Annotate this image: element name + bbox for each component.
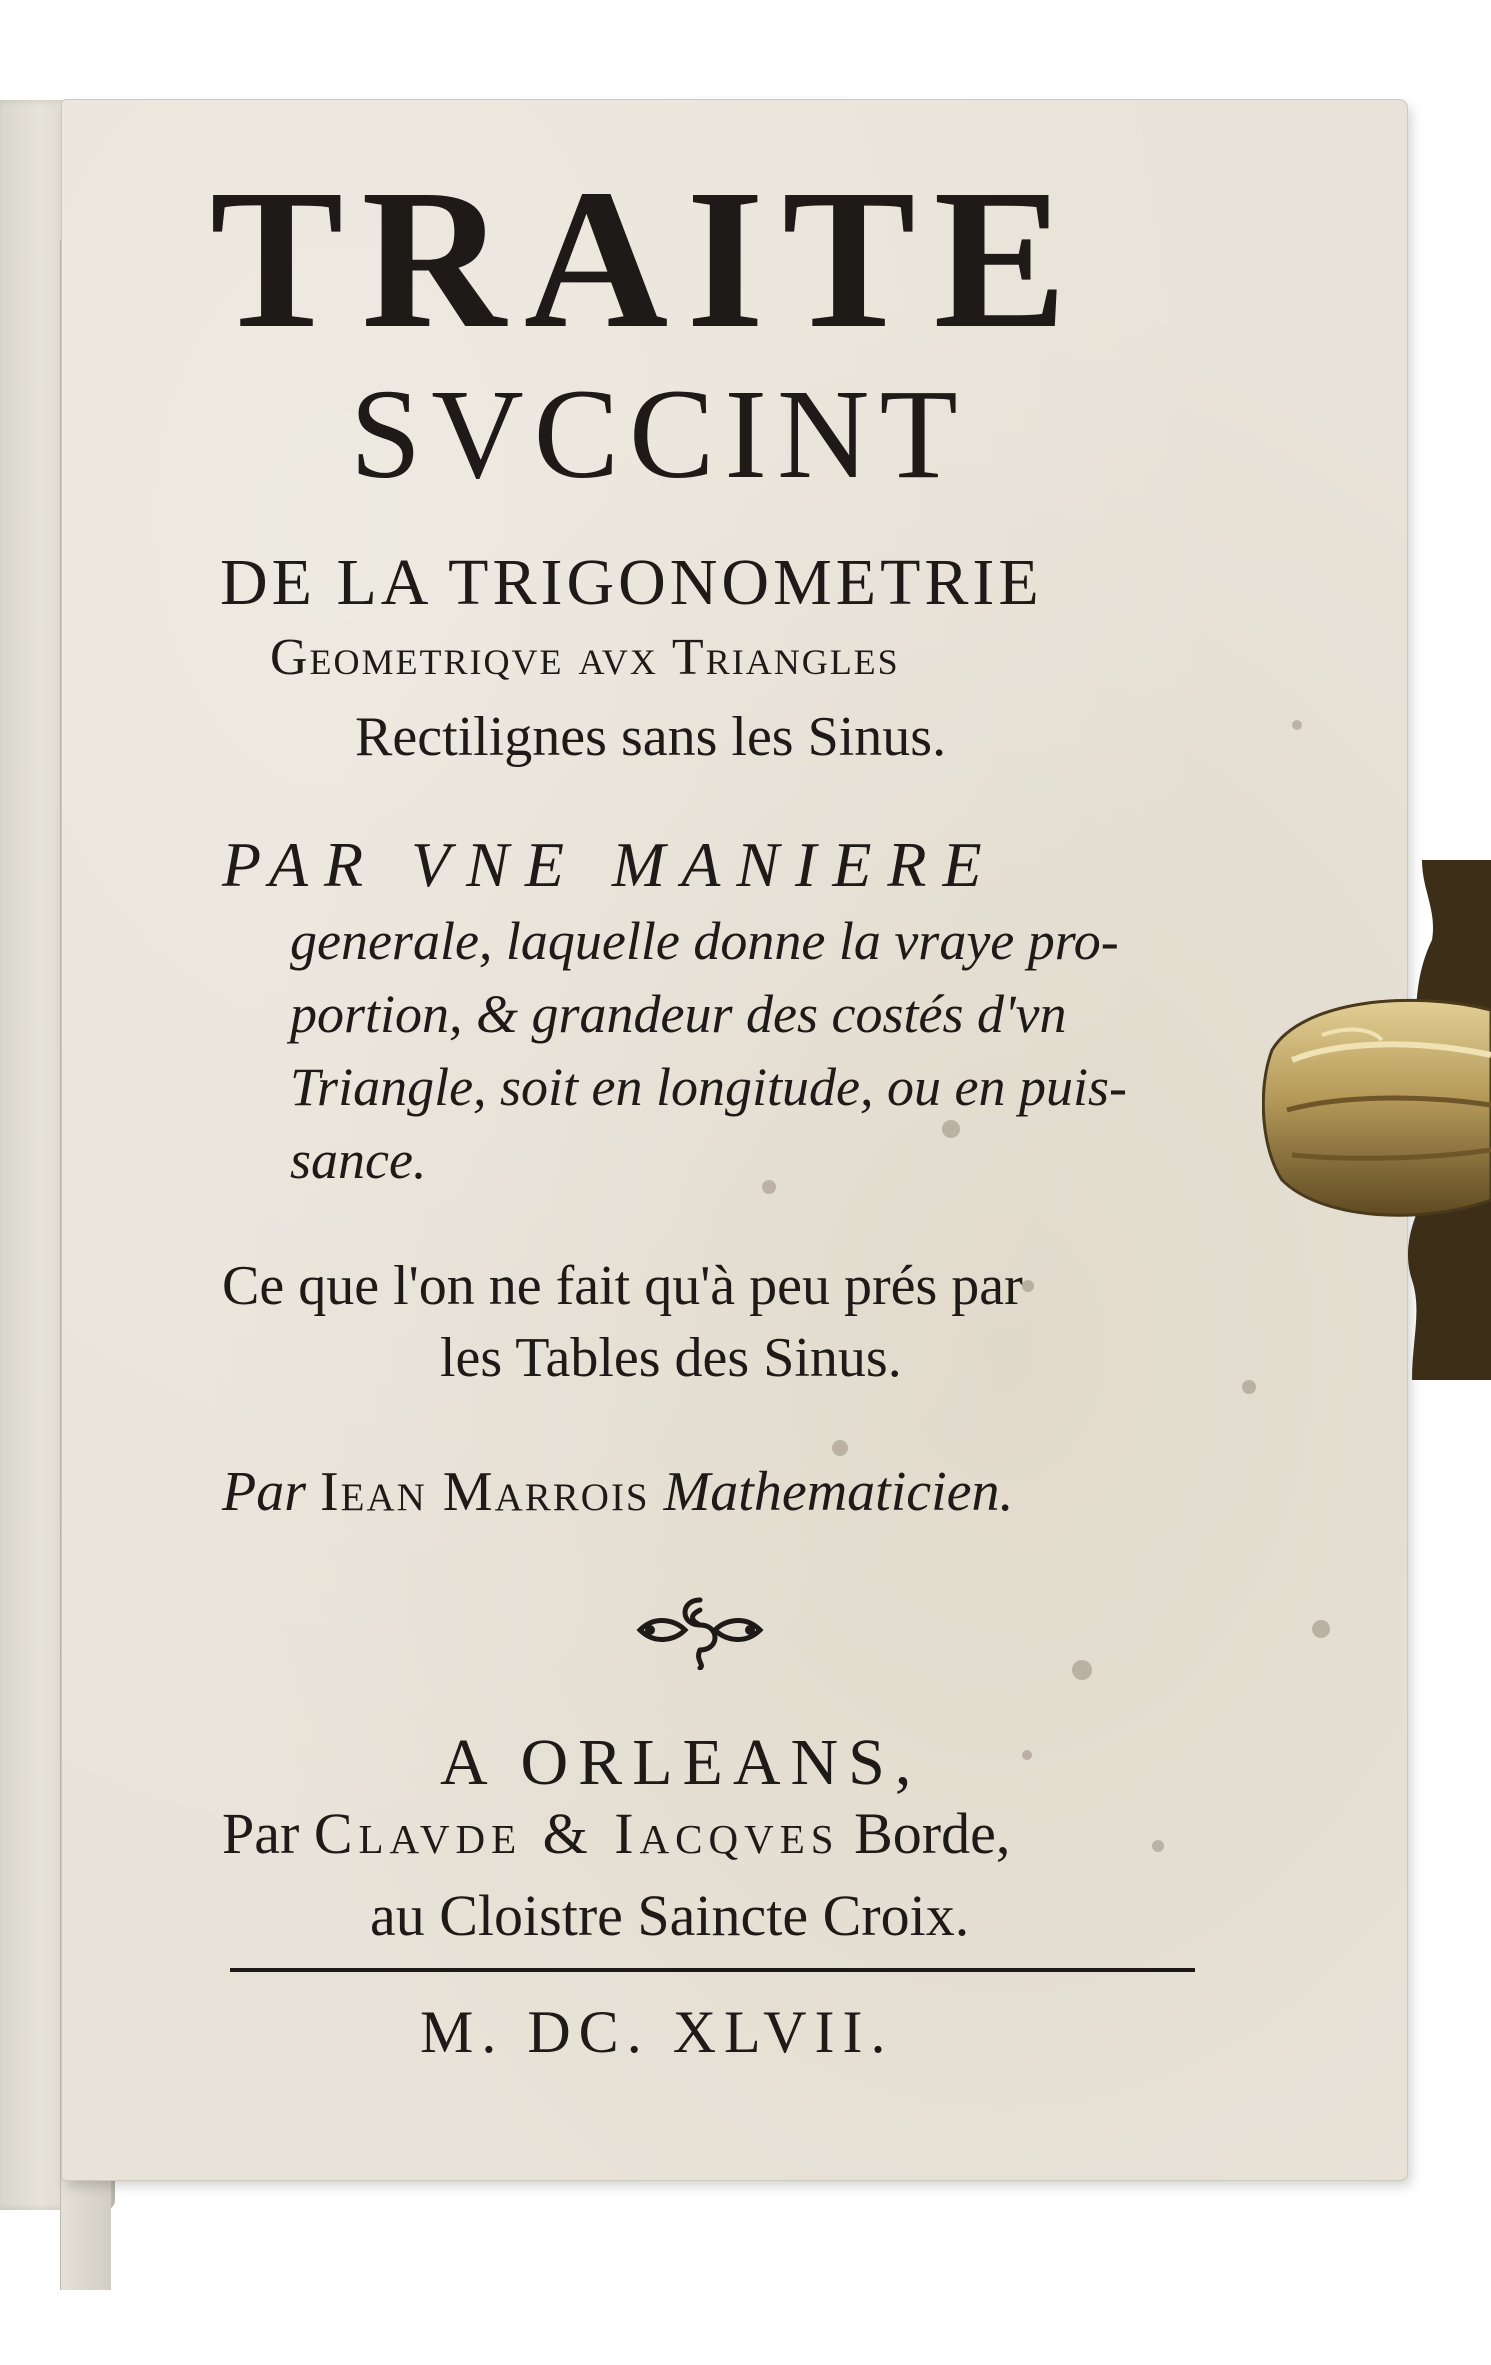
- subtitle-line-1: DE LA TRIGONOMETRIE: [220, 546, 1043, 619]
- subtitle-line-2: Geometriqve avx Triangles: [270, 629, 900, 686]
- method-paragraph: [290, 905, 1190, 1197]
- brass-clasp: [1262, 860, 1491, 1380]
- foxing-spot: [1072, 1660, 1092, 1680]
- note-line: Ce que l'on ne fait qu'à peu prés par: [222, 1255, 1023, 1317]
- foxing-spot: [1312, 1620, 1330, 1638]
- foxing-spot: [1292, 720, 1302, 730]
- printer-prefix: Par: [222, 1801, 300, 1866]
- printer-surname: Borde,: [854, 1801, 1011, 1866]
- method-line: generale, laquelle donne la vraye pro-: [290, 911, 1119, 971]
- method-line: Triangle, soit en longitude, ou en puis-: [290, 1057, 1127, 1117]
- author-title: Mathematicien.: [663, 1461, 1014, 1523]
- author-prefix: Par: [222, 1461, 306, 1523]
- note-line: les Tables des Sinus.: [440, 1327, 902, 1389]
- imprint-place: A ORLEANS,: [440, 1726, 922, 1799]
- author-line: [222, 1460, 1212, 1524]
- imprint-address: au Cloistre Saincte Croix.: [370, 1883, 970, 1948]
- imprint-year: M. DC. XLVII.: [420, 1999, 894, 2065]
- method-line: sance.: [290, 1130, 427, 1190]
- method-line: portion, & grandeur des costés d'vn: [290, 984, 1067, 1044]
- printer-names: Clavde & Iacqves: [313, 1801, 840, 1866]
- title-line-1: TRAITE: [210, 149, 1085, 370]
- note-paragraph: [222, 1250, 1212, 1394]
- horizontal-rule: [230, 1968, 1195, 1972]
- imprint-printer: [222, 1800, 1212, 1867]
- foxing-spot: [1242, 1380, 1256, 1394]
- printers-ornament: [620, 1590, 780, 1670]
- method-heading: PAR VNE MANIERE: [222, 829, 998, 900]
- subtitle-line-3: Rectilignes sans les Sinus.: [355, 706, 947, 768]
- title-line-2: SVCCINT: [350, 363, 968, 505]
- foxing-spot: [832, 1440, 848, 1456]
- author-name: Iean Marrois: [320, 1461, 650, 1523]
